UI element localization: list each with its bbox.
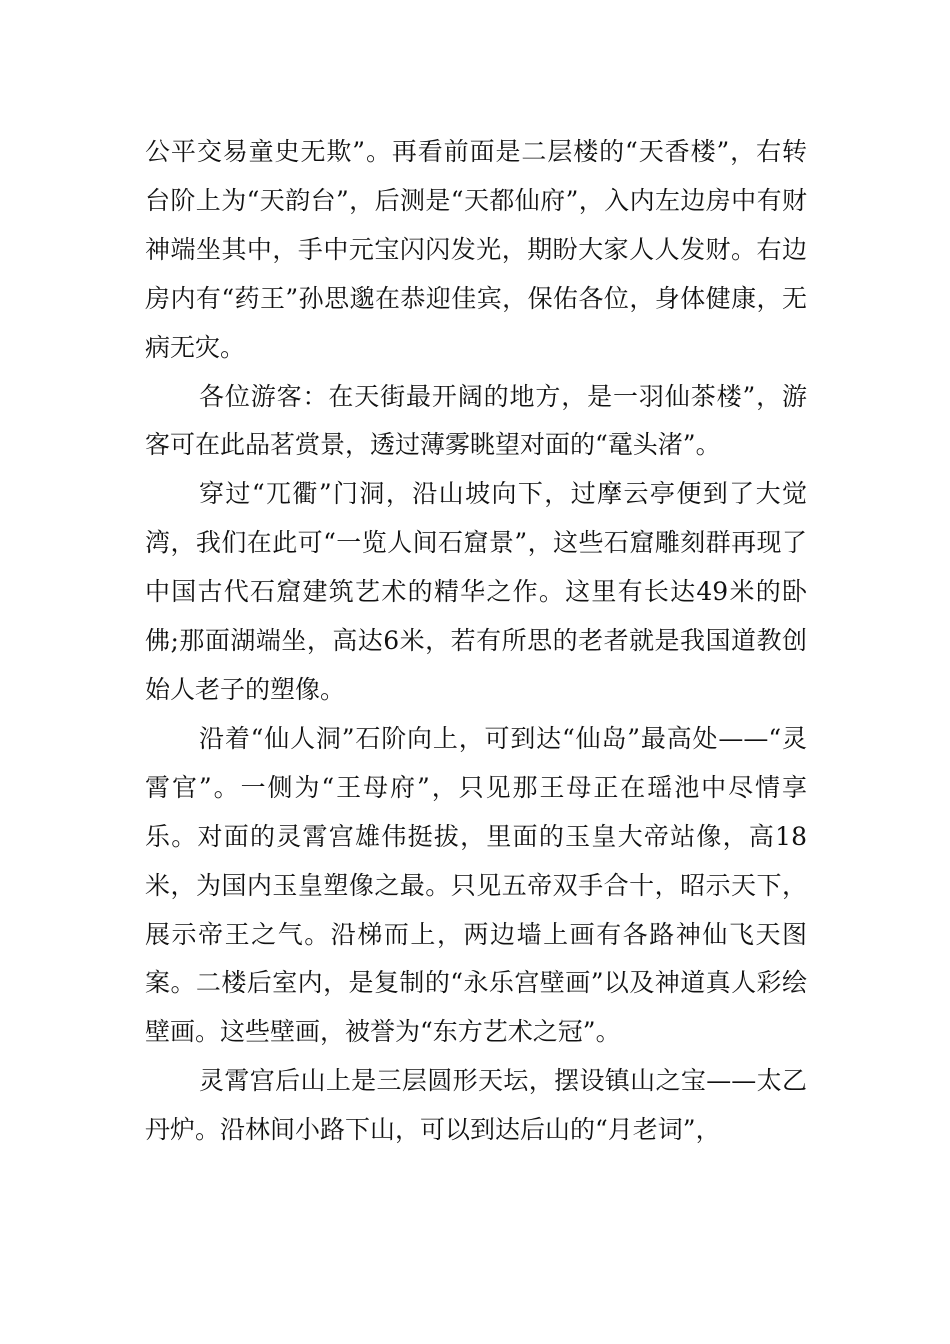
paragraph: 穿过“兀衢”门洞，沿山坡向下，过摩云亭便到了大觉湾，我们在此可“一览人间石窟景”，这些石窟雕刻群再现了中国古代石窟建筑艺术的精华之作。这里有长达49米的卧佛;那面湖端坐，高达6米，若有所思的老者就是我国道教创始人老子的塑像。 (145, 479, 807, 704)
paragraph: 各位游客：在天街最开阔的地方，是一羽仙茶楼”，游客可在此品茗赏景，透过薄雾眺望对面的“鼋头渚”。 (145, 381, 807, 460)
paragraph: 沿着“仙人洞”石阶向上，可到达“仙岛”最高处——“灵霄官”。一侧为“王母府”，只见那王母正在瑶池中尽情享乐。对面的灵霄宫雄伟挺拔，里面的玉皇大帝站像，高18米，为国内玉皇塑像之最。只见五帝双手合十，昭示天下，展示帝王之气。沿梯而上，两边墙上画有各路神仙飞天图案。二楼后室内，是复制的“永乐宫壁画”以及神道真人彩绘壁画。这些壁画，被誉为“东方艺术之冠”。 (145, 723, 807, 1047)
document-body (145, 128, 807, 1155)
paragraph: 灵霄宫后山上是三层圆形天坛，摆设镇山之宝——太乙丹炉。沿林间小路下山，可以到达后山的“月老词”， (145, 1066, 807, 1145)
paragraph-continued: 公平交易童史无欺”。再看前面是二层楼的“天香楼”，右转台阶上为“天韵台”，后测是“天都仙府”，入内左边房中有财神端坐其中，手中元宝闪闪发光，期盼大家人人发财。右边房内有“药王”孙思邈在恭迎佳宾，保佑各位，身体健康，无病无灾。 (145, 137, 807, 362)
